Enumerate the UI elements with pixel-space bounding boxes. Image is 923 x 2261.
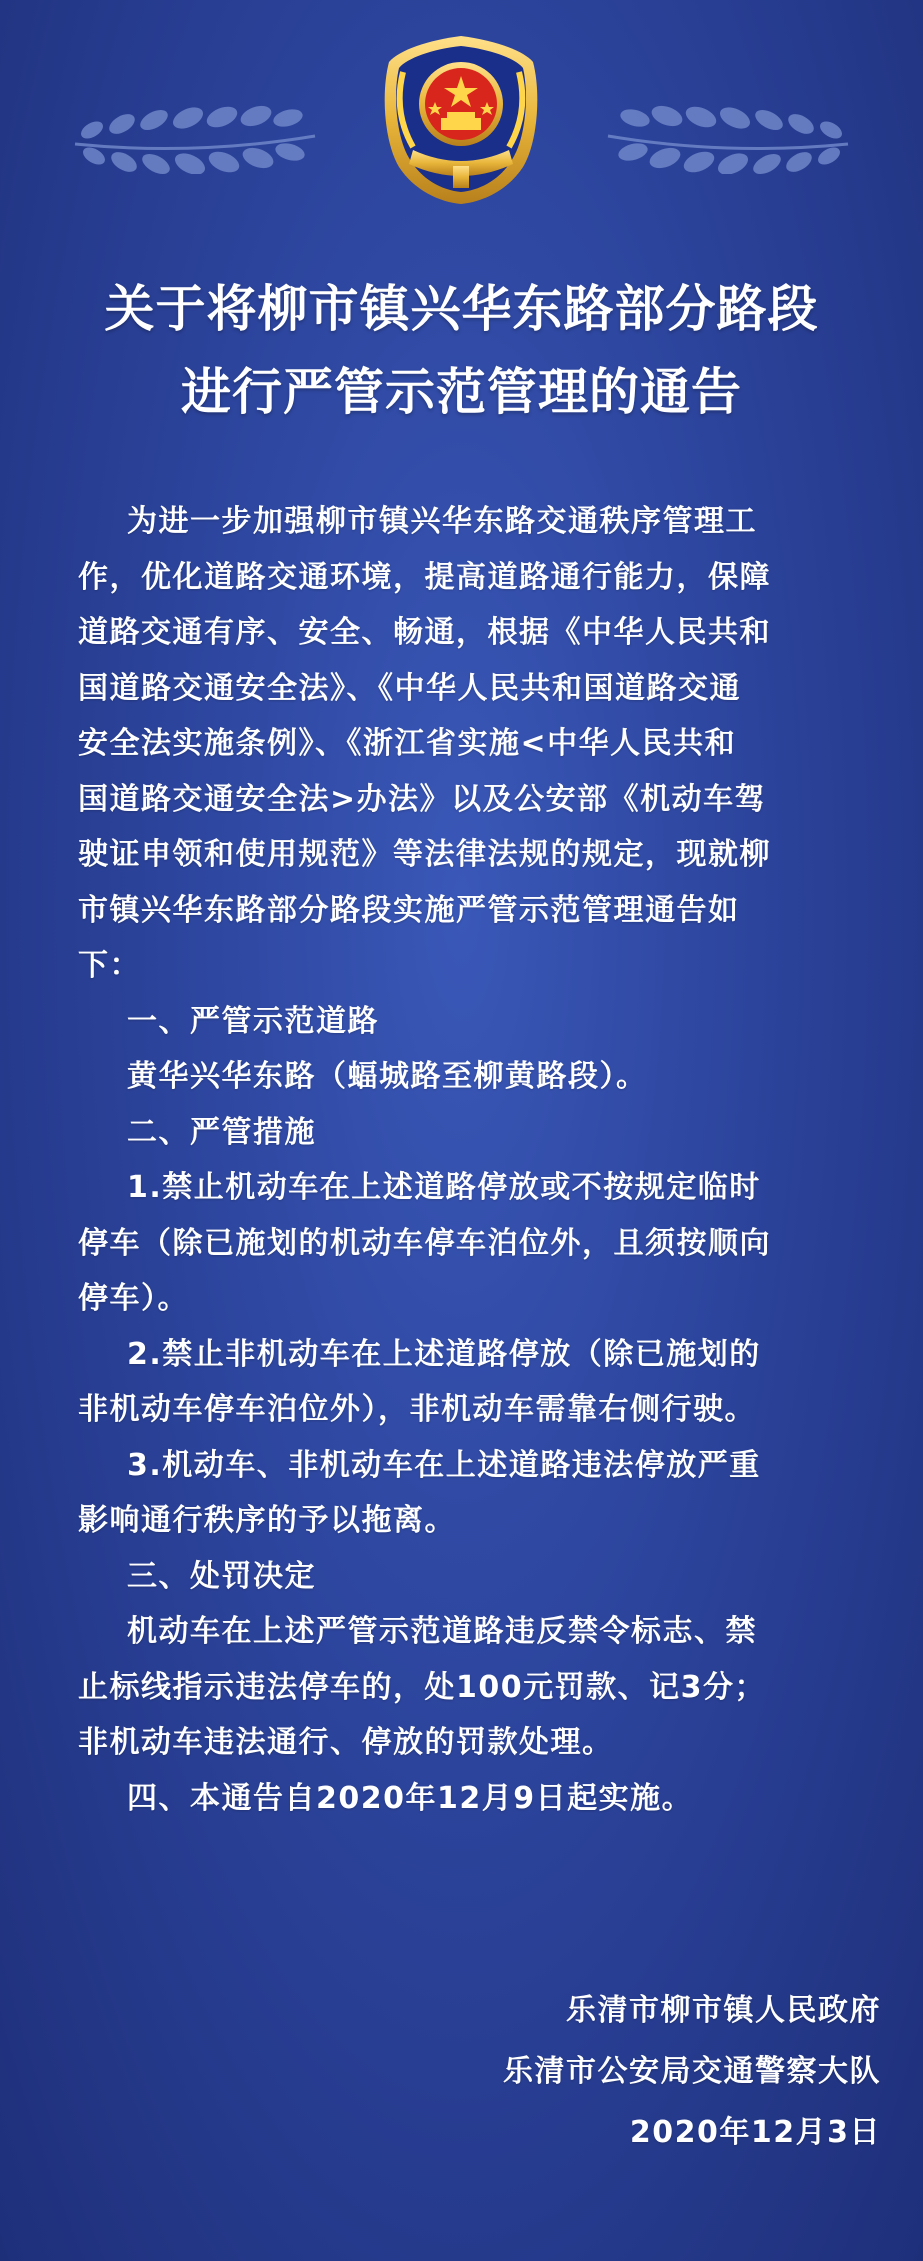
wreath-right-icon	[603, 84, 853, 174]
section-1-text: 黄华兴华东路（蝠城路至柳黄路段）。	[127, 1059, 648, 1094]
measure-2-line: 非机动车停车泊位外），非机动车需靠右侧行驶。	[78, 1392, 756, 1427]
measure-1-line: 停车）。	[78, 1281, 189, 1316]
issuer-2: 乐清市公安局交通警察大队	[503, 2054, 881, 2089]
intro-line: 道路交通有序、安全、畅通，根据《中华人民共和	[78, 615, 771, 650]
measure-3-line: 3.机动车、非机动车在上述道路违法停放严重	[127, 1447, 761, 1483]
issuer-1: 乐清市柳市镇人民政府	[566, 1993, 881, 2028]
penalty-line: 止标线指示违法停车的，处100元罚款、记3分；	[78, 1669, 766, 1705]
intro-line: 安全法实施条例》、《浙江省实施<中华人民共和	[78, 726, 737, 761]
measure-1-line: 1.禁止机动车在上述道路停放或不按规定临时	[127, 1170, 761, 1205]
intro-line: 作，优化道路交通环境，提高道路通行能力，保障	[78, 559, 771, 595]
measure-1-line: 停车（除已施划的机动车停车泊位外，且须按顺向	[78, 1225, 771, 1261]
intro-line: 下：	[78, 948, 141, 983]
notice-title	[0, 268, 923, 434]
section-4-text: 四、本通告自2020年12月9日起实施。	[127, 1780, 694, 1816]
intro-line: 驶证申领和使用规范》等法律法规的规定，现就柳	[78, 837, 771, 872]
title-line-2: 进行严管示范管理的通告	[181, 363, 742, 421]
section-2-heading: 二、严管措施	[127, 1114, 316, 1150]
intro-line: 国道路交通安全法》、《中华人民共和国道路交通	[78, 670, 741, 706]
intro-line: 为进一步加强柳市镇兴华东路交通秩序管理工	[127, 504, 757, 539]
section-1-heading: 一、严管示范道路	[127, 1003, 379, 1039]
penalty-line: 机动车在上述严管示范道路违反禁令标志、禁	[127, 1614, 757, 1649]
notice-header	[0, 0, 923, 230]
measure-2-line: 2.禁止非机动车在上述道路停放（除已施划的	[127, 1336, 761, 1372]
wreath-left-icon	[70, 84, 320, 174]
notice-body	[78, 494, 878, 1826]
measure-3-line: 影响通行秩序的予以拖离。	[78, 1503, 456, 1538]
intro-line: 市镇兴华东路部分路段实施严管示范管理通告如	[78, 892, 740, 928]
police-emblem-icon	[373, 32, 550, 207]
intro-line: 国道路交通安全法>办法》以及公安部《机动车驾	[78, 781, 767, 817]
signature-block	[503, 1980, 881, 2163]
title-line-1: 关于将柳市镇兴华东路部分路段	[104, 280, 819, 338]
section-3-heading: 三、处罚决定	[127, 1558, 316, 1594]
penalty-line: 非机动车违法通行、停放的罚款处理。	[78, 1725, 614, 1760]
issue-date: 2020年12月3日	[629, 2115, 881, 2150]
